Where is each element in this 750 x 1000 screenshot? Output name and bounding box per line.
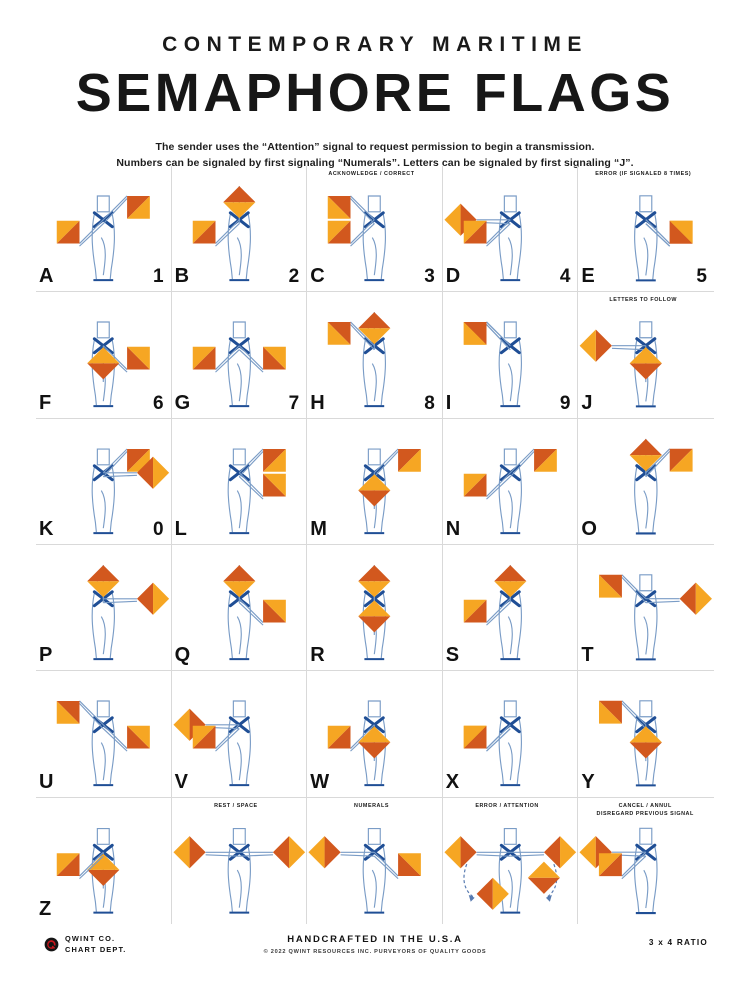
cell-letter: O xyxy=(581,518,597,540)
cell-letter: K xyxy=(39,518,54,540)
semaphore-cell xyxy=(172,419,308,545)
semaphore-figure xyxy=(307,419,442,544)
cell-letter: S xyxy=(445,644,460,667)
cell-note: ERROR (IF SIGNALED 8 TIMES) xyxy=(595,171,692,177)
header-kicker: CONTEMPORARY MARITIME xyxy=(162,33,588,56)
cell-number: 9 xyxy=(559,392,571,414)
semaphore-figure xyxy=(36,798,171,924)
semaphore-figure xyxy=(172,671,307,796)
semaphore-cell xyxy=(307,545,443,671)
semaphore-figure xyxy=(443,166,578,291)
cell-note: LETTERS TO FOLLOW xyxy=(609,297,678,304)
semaphore-figure xyxy=(172,292,307,417)
semaphore-figure xyxy=(443,798,578,924)
cell-letter: G xyxy=(174,391,191,414)
semaphore-figure xyxy=(307,545,442,670)
cell-letter: Y xyxy=(581,770,595,793)
semaphore-figure xyxy=(307,292,442,417)
semaphore-grid xyxy=(36,166,714,924)
cell-note: ACKNOWLEDGE / CORRECT xyxy=(328,171,415,177)
semaphore-figure xyxy=(172,545,307,670)
semaphore-cell xyxy=(578,166,714,292)
cell-letter: C xyxy=(310,265,325,288)
semaphore-figure xyxy=(443,419,578,544)
cell-number: 2 xyxy=(288,266,300,288)
page-title: SEMAPHORE FLAGS xyxy=(75,63,675,123)
semaphore-figure xyxy=(578,419,714,544)
cell-letter: T xyxy=(581,644,594,667)
semaphore-figure xyxy=(578,671,714,796)
cell-letter: W xyxy=(310,770,330,793)
semaphore-cell xyxy=(307,798,443,924)
semaphore-cell xyxy=(443,292,579,418)
cell-letter: Q xyxy=(174,644,191,667)
cell-number: 6 xyxy=(153,392,164,414)
semaphore-cell xyxy=(36,545,172,671)
cell-number: 0 xyxy=(153,519,164,540)
brand-line-2: CHART DEPT. xyxy=(65,944,127,954)
semaphore-cell xyxy=(578,292,714,418)
cell-letter: D xyxy=(445,265,461,288)
semaphore-figure xyxy=(578,292,714,417)
semaphore-cell xyxy=(172,798,308,924)
semaphore-cell xyxy=(578,419,714,545)
cell-letter: E xyxy=(581,265,595,288)
copyright-text: © 2022 QWINT RESOURCES INC. PURVEYORS OF QUALITY GOODS xyxy=(263,949,487,955)
subtitle-line-2: Numbers can be signaled by first signaling “Numerals”. Letters can be signaled by first signaling “J”. xyxy=(116,157,634,170)
semaphore-figure xyxy=(36,166,171,291)
semaphore-cell xyxy=(307,292,443,418)
semaphore-cell xyxy=(36,292,172,418)
cell-number: 3 xyxy=(424,266,435,288)
ratio-label: 3 x 4 RATIO xyxy=(648,938,708,947)
cell-letter: P xyxy=(39,644,53,667)
semaphore-figure xyxy=(36,671,171,796)
cell-number: 8 xyxy=(424,392,435,414)
cell-letter: F xyxy=(39,391,52,414)
semaphore-cell xyxy=(36,671,172,797)
semaphore-cell xyxy=(578,545,714,671)
semaphore-figure xyxy=(443,292,578,417)
cell-note: CANCEL / ANNUL DISREGARD PREVIOUS SIGNAL xyxy=(596,802,694,817)
cell-note: ERROR / ATTENTION xyxy=(475,802,539,809)
cell-letter: X xyxy=(445,770,460,793)
cell-letter: U xyxy=(39,770,54,793)
cell-number: 4 xyxy=(559,266,571,288)
semaphore-cell xyxy=(578,671,714,797)
semaphore-cell xyxy=(443,545,579,671)
semaphore-figure xyxy=(36,419,171,544)
handcrafted-text: HANDCRAFTED IN THE U.S.A xyxy=(287,934,463,945)
cell-letter: Z xyxy=(39,898,52,920)
semaphore-cell xyxy=(172,545,308,671)
semaphore-cell xyxy=(443,671,579,797)
semaphore-cell xyxy=(443,798,579,924)
semaphore-cell xyxy=(172,166,308,292)
semaphore-cell xyxy=(443,166,579,292)
brand-line-1: QWINT CO. xyxy=(65,934,116,943)
semaphore-figure xyxy=(443,671,578,796)
cell-letter: L xyxy=(174,518,187,540)
semaphore-figure xyxy=(172,419,307,544)
semaphore-cell xyxy=(307,166,443,292)
semaphore-figure xyxy=(172,798,307,924)
cell-letter: R xyxy=(310,644,325,667)
cell-letter: J xyxy=(581,391,593,414)
cell-letter: V xyxy=(174,770,188,793)
cell-note: NUMERALS xyxy=(354,802,389,809)
semaphore-figure xyxy=(578,545,714,670)
semaphore-figure xyxy=(36,545,171,670)
semaphore-figure xyxy=(172,166,307,291)
cell-number: 7 xyxy=(288,392,300,414)
semaphore-cell xyxy=(443,419,579,545)
cell-note: REST / SPACE xyxy=(214,802,258,809)
semaphore-cell xyxy=(36,166,172,292)
cell-letter: H xyxy=(310,391,325,414)
semaphore-cell xyxy=(307,419,443,545)
semaphore-cell xyxy=(172,292,308,418)
poster-header xyxy=(0,0,750,172)
semaphore-figure xyxy=(578,166,714,291)
semaphore-cell xyxy=(36,798,172,924)
cell-letter: M xyxy=(310,518,327,540)
semaphore-cell xyxy=(307,671,443,797)
semaphore-cell xyxy=(578,798,714,924)
subtitle-line-1: The sender uses the “Attention” signal to request permission to begin a transmission. xyxy=(155,141,595,153)
semaphore-cell xyxy=(172,671,308,797)
semaphore-figure xyxy=(443,545,578,670)
cell-number: 5 xyxy=(696,266,707,288)
cell-letter: I xyxy=(445,391,452,414)
footer-center xyxy=(0,934,750,955)
semaphore-cell xyxy=(36,419,172,545)
poster-footer xyxy=(0,926,750,1000)
semaphore-figure xyxy=(36,292,171,417)
cell-letter: B xyxy=(174,265,190,288)
cell-number: 1 xyxy=(153,266,164,288)
cell-letter: A xyxy=(39,265,54,288)
cell-letter: N xyxy=(445,518,461,540)
semaphore-figure xyxy=(307,798,442,924)
semaphore-figure xyxy=(307,166,442,291)
